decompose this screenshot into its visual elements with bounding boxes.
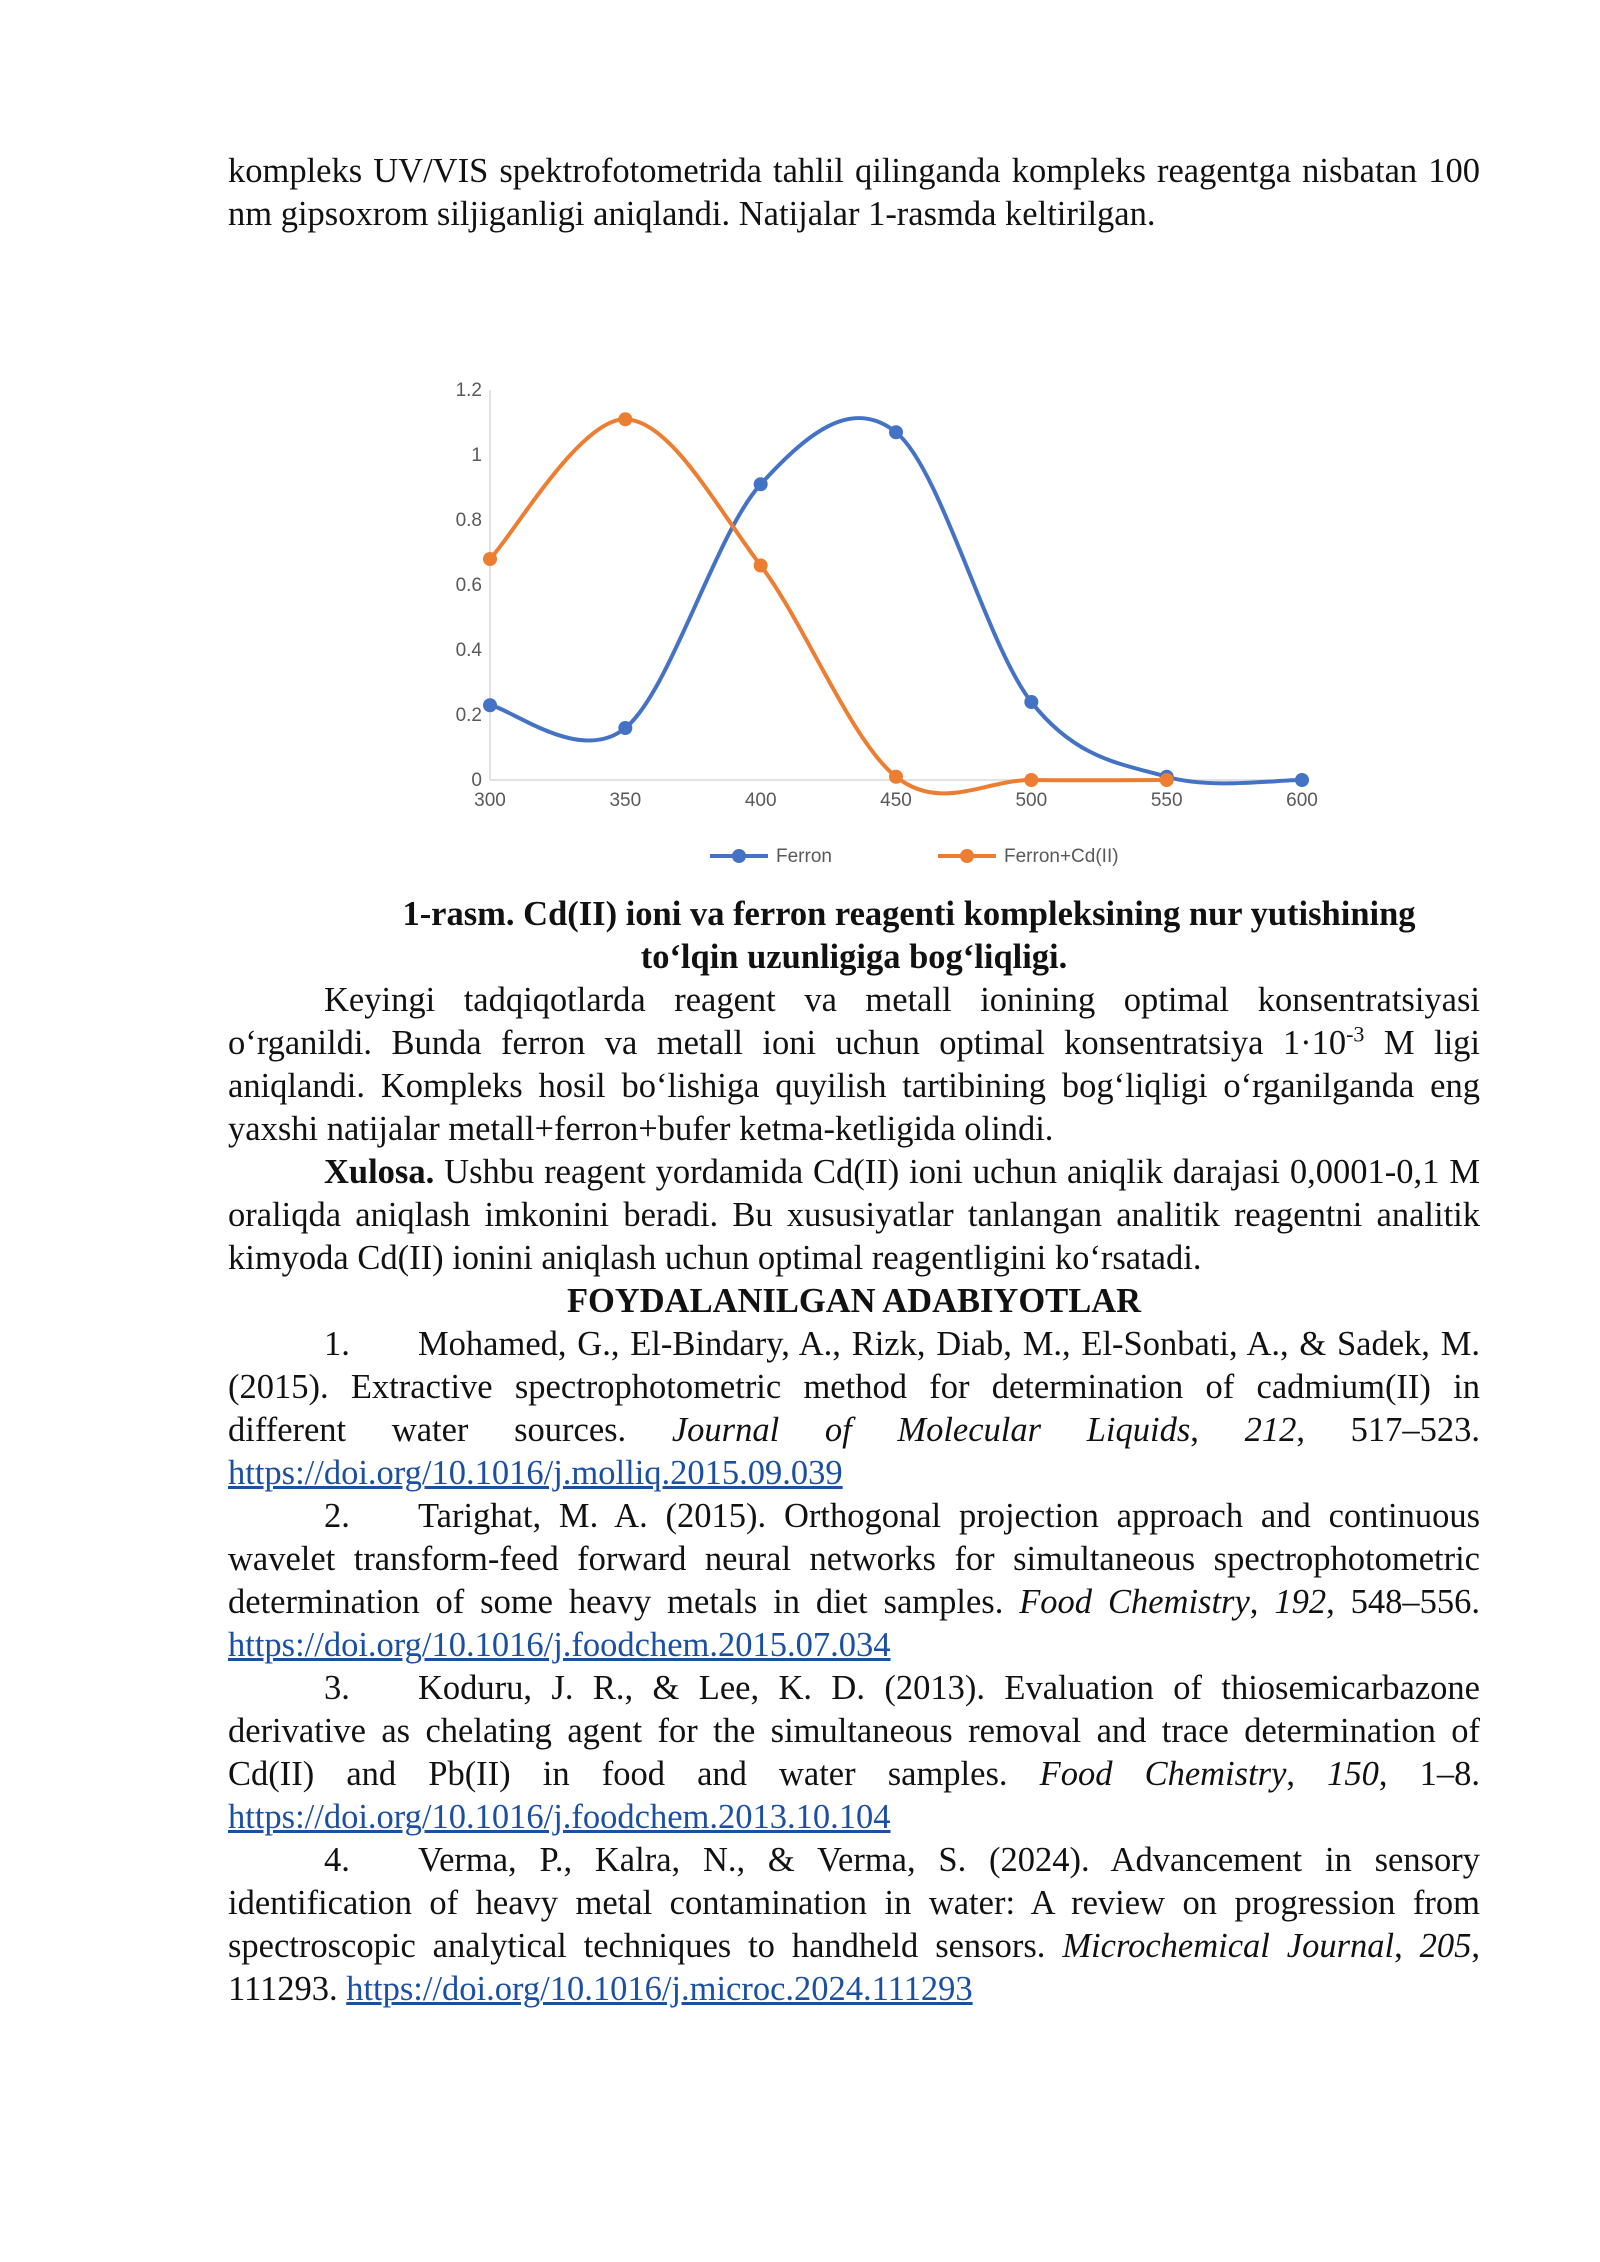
reference-doi-link[interactable]: https://doi.org/10.1016/j.foodchem.2013.10.104 bbox=[228, 1798, 891, 1836]
x-tick-label: 400 bbox=[744, 790, 777, 811]
data-point bbox=[1295, 773, 1309, 787]
reference-separator: , bbox=[1394, 1927, 1420, 1965]
series-lines bbox=[490, 418, 1302, 793]
reference-text: Tarighat, M. A. (2015). Orthogonal projection approach and continuous wavelet transform-feed forward neural networks for simultaneous spectrophotometric determination of some heavy metals in diet samples. bbox=[228, 1497, 1480, 1621]
chart-svg bbox=[440, 372, 1360, 884]
data-point bbox=[618, 721, 632, 735]
reference-journal: Food Chemistry bbox=[1019, 1583, 1250, 1621]
data-point bbox=[483, 552, 497, 566]
y-tick-label: 0.6 bbox=[455, 575, 482, 596]
data-point bbox=[1024, 773, 1038, 787]
chart-legend bbox=[710, 846, 1119, 867]
reference-journal: Journal of Molecular Liquids bbox=[671, 1411, 1191, 1449]
x-axis-ticks bbox=[474, 790, 1318, 811]
reference-volume: 205 bbox=[1419, 1927, 1472, 1965]
reference-number: 4. bbox=[324, 1841, 350, 1879]
reference-number: 1. bbox=[324, 1325, 350, 1363]
y-tick-label: 0.4 bbox=[455, 640, 482, 661]
caption-line-2: to‘lqin uzunligiga bog‘liqligi. bbox=[640, 938, 1068, 976]
data-point bbox=[618, 412, 632, 426]
references-heading: FOYDALANILGAN ADABIYOTLAR bbox=[566, 1282, 1142, 1320]
intro-text: kompleks UV/VIS spektrofotometrida tahlil qilinganda kompleks reagentga nisbatan 100 nm gipsoxrom siljiganligi aniqlandi. Natijalar 1-rasmda keltirilgan. bbox=[228, 152, 1480, 233]
data-point bbox=[889, 425, 903, 439]
reference-separator: , bbox=[1286, 1755, 1328, 1793]
reference-item bbox=[228, 1495, 1480, 1667]
reference-item bbox=[228, 1667, 1480, 1839]
data-point bbox=[754, 477, 768, 491]
data-point bbox=[1024, 695, 1038, 709]
intro-paragraph bbox=[228, 150, 1480, 236]
reference-item bbox=[228, 1839, 1480, 2011]
reference-pages: , 111293. bbox=[228, 1927, 1481, 2008]
reference-number: 3. bbox=[324, 1669, 350, 1707]
data-point bbox=[754, 559, 768, 573]
legend-label: Ferron+Cd(II) bbox=[1004, 846, 1119, 867]
references-list bbox=[228, 1323, 1480, 2011]
reference-doi-link[interactable]: https://doi.org/10.1016/j.microc.2024.111293 bbox=[346, 1970, 973, 2008]
legend-label: Ferron bbox=[776, 846, 832, 867]
reference-separator: , bbox=[1249, 1583, 1275, 1621]
reference-volume: 192 bbox=[1274, 1583, 1327, 1621]
y-tick-label: 0.8 bbox=[455, 510, 482, 531]
conclusion-text: Ushbu reagent yordamida Cd(II) ioni uchun aniqlik darajasi 0,0001-0,1 M oraliqda aniqlash imkonini beradi. Bu xususiyatlar tanlangan analitik reagentni analitik kimyoda Cd(II) ionini aniqlash uchun optimal reagentligini ko‘rsatadi. bbox=[228, 1153, 1480, 1277]
x-tick-label: 500 bbox=[1015, 790, 1048, 811]
absorption-chart bbox=[440, 372, 1360, 884]
reference-doi-link[interactable]: https://doi.org/10.1016/j.molliq.2015.09.039 bbox=[228, 1454, 843, 1492]
reference-text: Verma, P., Kalra, N., & Verma, S. (2024). Advancement in sensory identification of heavy metal contamination in water: A review on progression from spectroscopic analytical techniques to handheld sensors. bbox=[228, 1841, 1480, 1965]
reference-journal: Microchemical Journal bbox=[1062, 1927, 1395, 1965]
x-tick-label: 350 bbox=[609, 790, 642, 811]
reference-text: Mohamed, G., El-Bindary, A., Rizk, Diab, M., El-Sonbati, A., & Sadek, M. (2015). Extractive spectrophotometric method for determination of cadmium(II) in different water sources. bbox=[228, 1325, 1480, 1449]
p1-text-before: Keyingi tadqiqotlarda reagent va metall ionining optimal konsentratsiyasi o‘rganildi. Bunda ferron va metall ioni uchun optimal konsentratsiya 1·10 bbox=[228, 981, 1480, 1062]
series-points bbox=[483, 412, 1309, 787]
conclusion-label: Xulosa. bbox=[324, 1153, 435, 1191]
reference-doi-link[interactable]: https://doi.org/10.1016/j.foodchem.2015.07.034 bbox=[228, 1626, 891, 1664]
legend-marker bbox=[732, 849, 746, 863]
x-tick-label: 450 bbox=[880, 790, 912, 811]
conclusion-paragraph bbox=[228, 1151, 1480, 1280]
figure-caption bbox=[228, 893, 1480, 979]
x-tick-label: 300 bbox=[474, 790, 506, 811]
data-point bbox=[889, 770, 903, 784]
series-line-1 bbox=[490, 418, 1302, 783]
y-tick-label: 1.2 bbox=[455, 380, 482, 401]
y-tick-label: 0 bbox=[471, 770, 482, 791]
data-point bbox=[1160, 773, 1174, 787]
reference-volume: 150 bbox=[1327, 1755, 1379, 1793]
body-paragraph-1 bbox=[228, 979, 1480, 1151]
x-tick-label: 550 bbox=[1150, 790, 1183, 811]
caption-line-1: 1-rasm. Cd(II) ioni va ferron reagenti kompleksining nur yutishining bbox=[402, 895, 1416, 933]
reference-text: Koduru, J. R., & Lee, K. D. (2013). Evaluation of thiosemicarbazone derivative as chelating agent for the simultaneous removal and trace determination of Cd(II) and Pb(II) in food and water samples. bbox=[228, 1669, 1480, 1793]
reference-number: 2. bbox=[324, 1497, 350, 1535]
reference-pages: , 517–523. bbox=[1296, 1411, 1480, 1449]
p1-text-after: M ligi aniqlandi. Kompleks hosil bo‘lishiga quyilish tartibining bog‘liqligi o‘rganilganda eng yaxshi natijalar metall+ferron+bufer ketma-ketligida olindi. bbox=[228, 1024, 1480, 1148]
legend-marker bbox=[960, 849, 974, 863]
data-point bbox=[483, 698, 497, 712]
body-text bbox=[228, 979, 1480, 2011]
reference-volume: 212 bbox=[1244, 1411, 1297, 1449]
y-tick-label: 0.2 bbox=[455, 705, 482, 726]
reference-journal: Food Chemistry bbox=[1039, 1755, 1287, 1793]
p1-superscript: -3 bbox=[1346, 1021, 1365, 1047]
reference-pages: , 1–8. bbox=[1378, 1755, 1481, 1793]
reference-item bbox=[228, 1323, 1480, 1495]
y-axis-ticks bbox=[456, 380, 483, 791]
reference-separator: , bbox=[1190, 1411, 1245, 1449]
y-tick-label: 1 bbox=[471, 445, 482, 466]
reference-pages: , 548–556. bbox=[1326, 1583, 1481, 1621]
x-tick-label: 600 bbox=[1286, 790, 1318, 811]
